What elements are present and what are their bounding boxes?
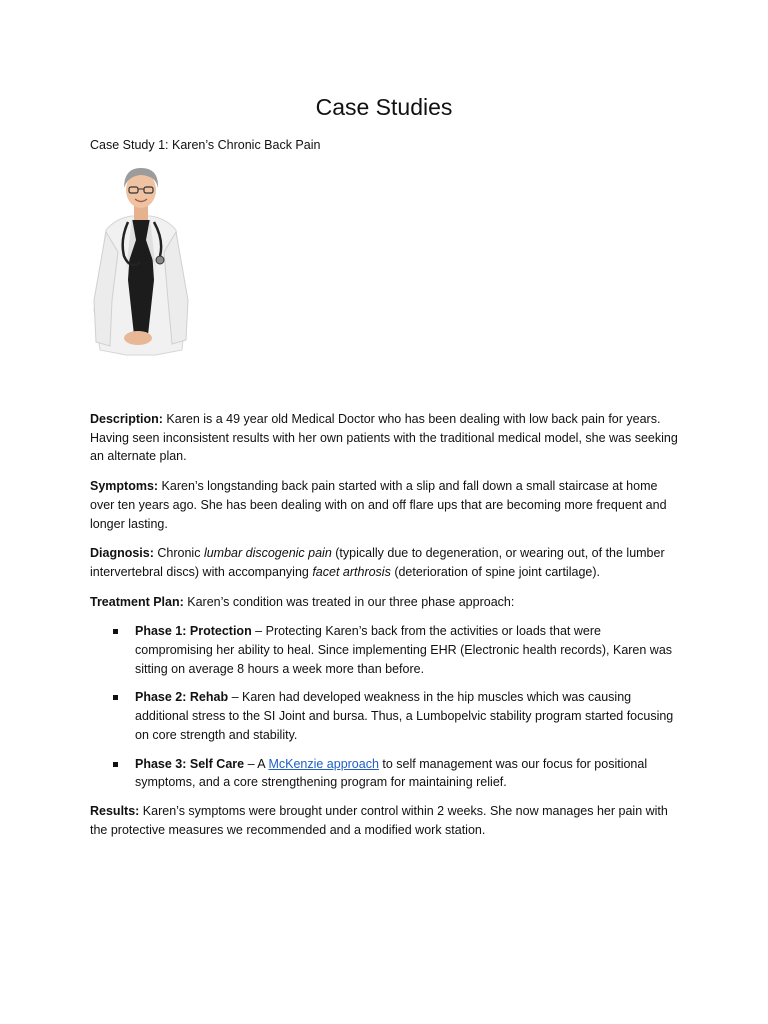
description-paragraph	[90, 410, 680, 466]
treatment-text: Karen’s condition was treated in our three phase approach:	[183, 594, 515, 609]
bullet-square-icon	[113, 629, 118, 634]
treatment-label: Treatment Plan:	[90, 594, 184, 609]
page-title: Case Studies	[315, 94, 453, 120]
phase-list	[90, 622, 680, 792]
results-label: Results:	[90, 803, 140, 818]
bullet-square-icon	[113, 695, 118, 700]
phase-1-label: Phase 1: Protection	[135, 624, 252, 639]
results-text: Karen’s symptoms were brought under control within 2 weeks. She now manages her pain with the protective measures we recommended and a modified work station.	[90, 803, 668, 837]
description-text: Karen is a 49 year old Medical Doctor who has been dealing with low back pain for years. Having seen inconsistent results with her own patients with the traditional medical model, she was seeking an alternate plan.	[90, 412, 678, 464]
doctor-photo	[86, 160, 196, 365]
diagnosis-paragraph	[90, 544, 680, 581]
phase-3-text-after: to self management was our focus for positional symptoms, and a core strengthening program for maintaining relief.	[135, 756, 648, 790]
diagnosis-label: Diagnosis:	[90, 546, 154, 561]
phase-2-label: Phase 2: Rehab	[135, 690, 229, 705]
case-study-body	[90, 410, 680, 850]
phase-3-text-before: – A	[244, 756, 269, 771]
description-label: Description:	[90, 412, 163, 426]
list-item-phase-3	[135, 755, 680, 792]
list-item-phase-1	[135, 622, 680, 678]
diagnosis-term-1: lumbar discogenic pain	[203, 546, 332, 561]
symptoms-label: Symptoms:	[90, 479, 159, 494]
symptoms-text: Karen’s longstanding back pain started with a slip and fall down a small staircase at home over ten years ago. She has been dealing with on and off flare ups that are becoming more frequent and longer lasting.	[90, 479, 667, 531]
case-study-heading: Case Study 1: Karen’s Chronic Back Pain	[90, 138, 321, 152]
diagnosis-text-1: Chronic	[153, 546, 204, 561]
diagnosis-text-3: (deterioration of spine joint cartilage).	[390, 564, 600, 579]
symptoms-paragraph	[90, 477, 680, 533]
mckenzie-approach-link[interactable]: McKenzie approach	[268, 756, 379, 771]
phase-1-text: – Protecting Karen’s back from the activities or loads that were compromising her ability to heal. Since implementing EHR (Electronic health records), Karen was sitting on average 8 hours a week more than before.	[135, 624, 673, 676]
phase-3-label: Phase 3: Self Care	[135, 756, 245, 771]
list-item-phase-2	[135, 688, 680, 744]
diagnosis-term-2: facet arthrosis	[312, 564, 391, 579]
treatment-paragraph	[90, 593, 680, 612]
bullet-square-icon	[113, 762, 118, 767]
results-paragraph	[90, 802, 680, 839]
phase-2-text: – Karen had developed weakness in the hip muscles which was causing additional stress to the SI Joint and bursa. Thus, a Lumbopelvic stability program started focusing on core strength and stability.	[135, 690, 674, 742]
diagnosis-text-2: (typically due to degeneration, or wearing out, of the lumber intervertebral discs) with accompanying	[90, 546, 665, 579]
